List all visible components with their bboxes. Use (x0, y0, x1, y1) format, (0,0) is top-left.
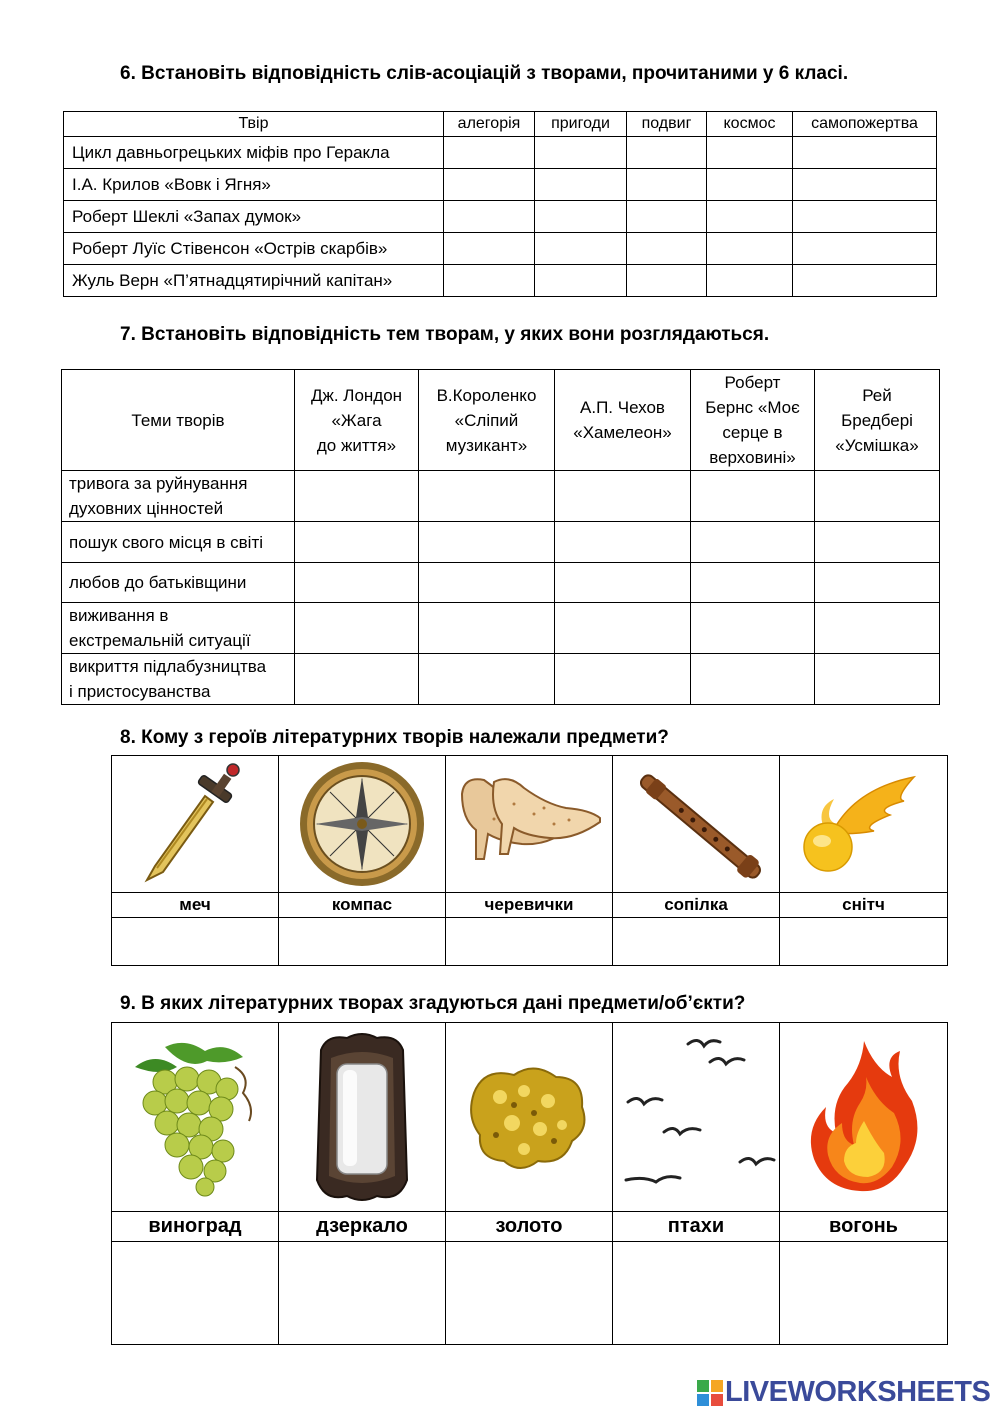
table-row (62, 603, 940, 654)
flute-icon (626, 764, 766, 884)
table-row (64, 201, 937, 233)
item-label: дзеркало (279, 1212, 446, 1242)
compass-icon (297, 759, 427, 889)
item-label: сопілка (613, 893, 780, 918)
header-burns: Роберт Бернс «Моє серце в верховині» (691, 370, 815, 471)
work-title: Роберт Луїс Стівенсон «Острів скарбів» (64, 233, 444, 265)
answer-cell[interactable] (419, 603, 555, 654)
answer-cell[interactable] (444, 265, 535, 297)
answer-cell[interactable] (535, 265, 627, 297)
table-row (64, 265, 937, 297)
header-space: космос (707, 112, 793, 137)
answer-cell[interactable] (691, 471, 815, 522)
header-work: Твір (64, 112, 444, 137)
answer-cell[interactable] (691, 654, 815, 705)
answer-cell[interactable] (535, 233, 627, 265)
answer-cell[interactable] (613, 1242, 780, 1345)
work-title: Жуль Верн «П’ятнадцятирічний капітан» (64, 265, 444, 297)
table-row (62, 563, 940, 603)
answer-cell[interactable] (815, 522, 940, 563)
image-cell (613, 756, 780, 893)
answer-cell[interactable] (627, 201, 707, 233)
question-6-title: 6. Встановіть відповідність слів-асоціацій з творами, прочитаними у 6 класі. (120, 63, 849, 84)
answer-cell[interactable] (444, 233, 535, 265)
answer-cell[interactable] (627, 233, 707, 265)
work-title: Цикл давньогрецьких міфів про Геракла (64, 137, 444, 169)
answer-cell[interactable] (780, 918, 948, 966)
image-cell (279, 756, 446, 893)
answer-cell[interactable] (627, 265, 707, 297)
item-label: виноград (112, 1212, 279, 1242)
item-label: черевички (446, 893, 613, 918)
gold-icon (464, 1057, 594, 1177)
answer-cell[interactable] (793, 137, 937, 169)
image-row (112, 756, 948, 893)
table-row (62, 471, 940, 522)
answer-cell[interactable] (535, 201, 627, 233)
header-themes: Теми творів (62, 370, 295, 471)
answer-cell[interactable] (446, 918, 613, 966)
theme-label: любов до батьківщини (62, 563, 295, 603)
answer-row (112, 918, 948, 966)
birds-icon (616, 1032, 776, 1202)
objects-owners-table (111, 755, 948, 966)
item-label: вогонь (780, 1212, 948, 1242)
table-row (64, 137, 937, 169)
answer-cell[interactable] (444, 169, 535, 201)
answer-cell[interactable] (535, 169, 627, 201)
label-row (112, 893, 948, 918)
table-row (64, 169, 937, 201)
association-table (63, 111, 937, 297)
answer-cell[interactable] (691, 603, 815, 654)
themes-table (61, 369, 940, 705)
answer-cell[interactable] (707, 169, 793, 201)
item-label: птахи (613, 1212, 780, 1242)
answer-cell[interactable] (295, 471, 419, 522)
answer-cell[interactable] (555, 563, 691, 603)
image-cell (446, 1023, 613, 1212)
answer-cell[interactable] (815, 563, 940, 603)
grapes-icon (125, 1037, 265, 1197)
answer-cell[interactable] (691, 563, 815, 603)
header-london: Дж. Лондон «Жага до життя» (295, 370, 419, 471)
answer-cell[interactable] (419, 471, 555, 522)
answer-cell[interactable] (613, 918, 780, 966)
item-label: золото (446, 1212, 613, 1242)
answer-cell[interactable] (419, 522, 555, 563)
table-header-row (64, 112, 937, 137)
header-chekhov: А.П. Чехов «Хамелеон» (555, 370, 691, 471)
answer-cell[interactable] (295, 522, 419, 563)
answer-cell[interactable] (279, 1242, 446, 1345)
logo-text: LIVEWORKSHEETS (725, 1376, 991, 1408)
theme-label: пошук свого місця в світі (62, 522, 295, 563)
answer-cell[interactable] (444, 137, 535, 169)
theme-label: викриття підлабузництва і пристосуванства (62, 654, 295, 705)
snitch-icon (794, 769, 934, 879)
image-cell (780, 756, 948, 893)
work-title: Роберт Шеклі «Запах думок» (64, 201, 444, 233)
answer-cell[interactable] (555, 471, 691, 522)
answer-cell[interactable] (279, 918, 446, 966)
answer-cell[interactable] (555, 603, 691, 654)
answer-cell[interactable] (815, 654, 940, 705)
answer-cell[interactable] (707, 265, 793, 297)
table-row (62, 654, 940, 705)
shoes-icon (454, 764, 604, 884)
item-label: снітч (780, 893, 948, 918)
logo-icon (697, 1380, 723, 1406)
objects-works-table (111, 1022, 948, 1345)
image-row (112, 1023, 948, 1212)
image-cell (112, 756, 279, 893)
answer-cell[interactable] (295, 563, 419, 603)
answer-cell[interactable] (295, 603, 419, 654)
answer-cell[interactable] (793, 169, 937, 201)
answer-cell[interactable] (815, 471, 940, 522)
label-row (112, 1212, 948, 1242)
header-allegory: алегорія (444, 112, 535, 137)
theme-label: тривога за руйнування духовних цінностей (62, 471, 295, 522)
table-row (64, 233, 937, 265)
mirror-icon (307, 1030, 417, 1205)
answer-cell[interactable] (793, 265, 937, 297)
answer-cell[interactable] (691, 522, 815, 563)
answer-cell[interactable] (535, 137, 627, 169)
answer-cell[interactable] (793, 201, 937, 233)
header-adventures: пригоди (535, 112, 627, 137)
answer-cell[interactable] (295, 654, 419, 705)
liveworksheets-logo (697, 1376, 990, 1409)
question-9-title: 9. В яких літературних творах згадуються дані предмети/об’єкти? (120, 993, 746, 1014)
fire-icon (804, 1037, 924, 1197)
answer-cell[interactable] (707, 137, 793, 169)
image-cell (279, 1023, 446, 1212)
answer-cell[interactable] (112, 1242, 279, 1345)
answer-cell[interactable] (419, 654, 555, 705)
answer-cell[interactable] (446, 1242, 613, 1345)
image-cell (780, 1023, 948, 1212)
header-korolenko: В.Короленко «Сліпий музикант» (419, 370, 555, 471)
sword-icon (135, 762, 255, 887)
answer-cell[interactable] (419, 563, 555, 603)
answer-cell[interactable] (555, 522, 691, 563)
answer-cell[interactable] (627, 169, 707, 201)
answer-cell[interactable] (444, 201, 535, 233)
answer-cell[interactable] (707, 201, 793, 233)
answer-cell[interactable] (780, 1242, 948, 1345)
work-title: І.А. Крилов «Вовк і Ягня» (64, 169, 444, 201)
answer-cell[interactable] (793, 233, 937, 265)
answer-cell[interactable] (815, 603, 940, 654)
header-feat: подвиг (627, 112, 707, 137)
question-7-title: 7. Встановіть відповідність тем творам, у яких вони розглядаються. (120, 324, 770, 345)
answer-row (112, 1242, 948, 1345)
item-label: меч (112, 893, 279, 918)
image-cell (446, 756, 613, 893)
header-sacrifice: самопожертва (793, 112, 937, 137)
question-8-title: 8. Кому з героїв літературних творів належали предмети? (120, 727, 669, 748)
theme-label: виживання в екстремальній ситуації (62, 603, 295, 654)
answer-cell[interactable] (707, 233, 793, 265)
image-cell (613, 1023, 780, 1212)
answer-cell[interactable] (555, 654, 691, 705)
header-bradbury: Рей Бредбері «Усмішка» (815, 370, 940, 471)
answer-cell[interactable] (112, 918, 279, 966)
item-label: компас (279, 893, 446, 918)
table-header-row (62, 370, 940, 471)
image-cell (112, 1023, 279, 1212)
table-row (62, 522, 940, 563)
answer-cell[interactable] (627, 137, 707, 169)
